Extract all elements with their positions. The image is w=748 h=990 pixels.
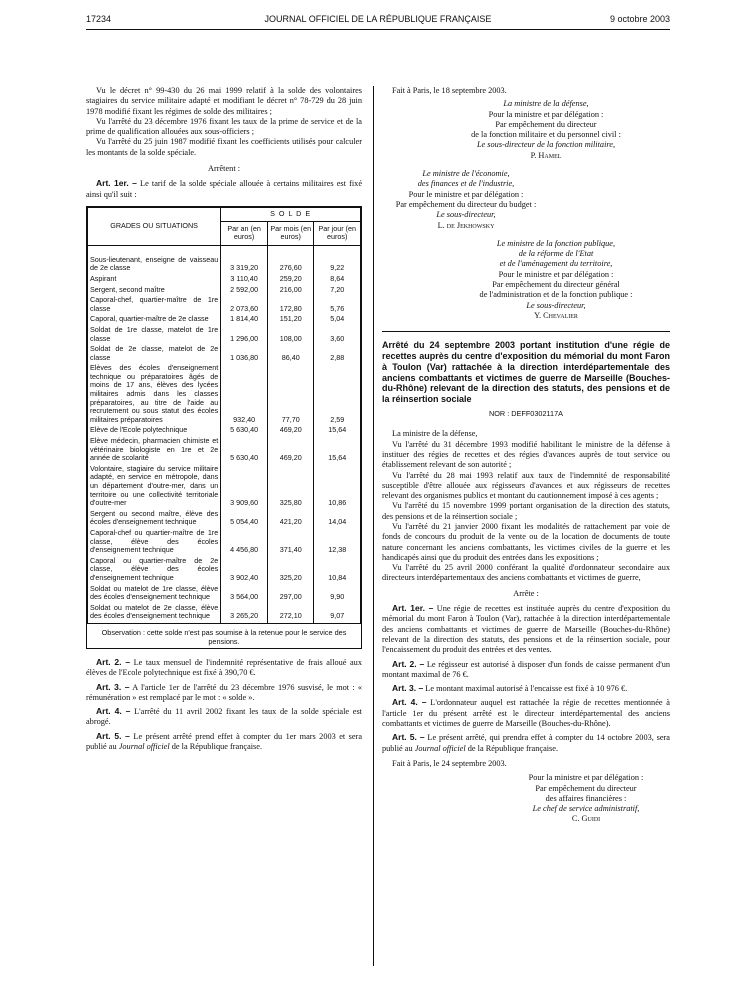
article-1: Art. 1er. – Le tarif de la solde spéciale allouée à certains militaires est fixé ainsi qu'il suit : xyxy=(86,178,363,199)
year-cell: 4 456,80 xyxy=(221,529,268,557)
day-cell: 7,20 xyxy=(314,286,361,297)
article-2: Art. 2. – Le taux mensuel de l'indemnité représentative de frais alloué aux élèves de l'Ecole polytechnique est fixé à 390,70 €. xyxy=(86,656,362,678)
month-cell: 216,00 xyxy=(267,286,314,297)
month-cell: 259,20 xyxy=(267,275,314,286)
month-cell: 469,20 xyxy=(267,426,314,437)
table-row xyxy=(88,557,361,585)
decree-title: Arrêté du 24 septembre 2003 portant institution d'une régie de recettes auprès du centre d'exposition du mémorial du mont Faron à Toulon (Var) rattachée à la direction interdépartementale des anciens combattants et victimes de guerre de Marseille (Bouches-du-Rhône) relevant de la direction des statuts, des pensions et de la réinsertion sociale xyxy=(382,340,670,405)
grade-cell: Caporal, quartier-maître de 2e classe xyxy=(88,315,221,326)
article-4: Art. 4. – L'arrêté du 11 avril 2002 fixant les taux de la solde spéciale est abrogé. xyxy=(86,706,362,727)
table-row xyxy=(88,345,361,364)
table-observation: Observation : cette solde n'est pas soumise à la retenue pour le service des pensions. xyxy=(87,623,361,648)
grade-cell: Soldat de 2e classe, matelot de 2e classe xyxy=(88,345,221,364)
year-cell: 3 564,00 xyxy=(221,585,268,604)
issue-date: 9 octobre 2003 xyxy=(609,14,670,24)
arrete-heading: Arrêtent : xyxy=(207,164,241,174)
visa-paragraph: Vu l'arrêté du 21 janvier 2000 fixant les modalités de rattachement par voie de fonds de concours du produit de la vente ou de la location de documents de toute nature concernant les anciens combattants, les victimes civiles de la guerre et les handicapés ainsi que du produit des entrées dans les expositions ; xyxy=(382,521,670,562)
month-cell: 469,20 xyxy=(267,437,314,465)
year-cell: 2 592,00 xyxy=(221,286,268,297)
year-cell: 5 630,40 xyxy=(221,437,268,465)
signature-block-defense: La ministre de la défense, Pour la ministre et par délégation : Par empêchement du directeur de la fonction militaire et du personnel civil : Le sous-directeur de la fonction militaire, P. Hamel xyxy=(471,99,621,160)
col-header-grade: GRADES OU SITUATIONS xyxy=(88,207,221,245)
day-cell: 8,64 xyxy=(314,275,361,286)
year-cell: 5 054,40 xyxy=(221,510,268,529)
left-column xyxy=(86,86,362,752)
table-row xyxy=(88,529,361,557)
grade-cell: Caporal ou quartier-maître de 2e classe, élève des écoles d'enseignement technique xyxy=(88,557,221,585)
signature-date: Fait à Paris, le 18 septembre 2003. xyxy=(392,86,507,95)
month-cell: 172,80 xyxy=(267,296,314,315)
solde-table-body xyxy=(88,245,361,623)
month-cell: 371,40 xyxy=(267,529,314,557)
table-row xyxy=(88,245,361,275)
section-separator xyxy=(382,331,670,332)
grade-cell: Soldat de 1re classe, matelot de 1re classe xyxy=(88,326,221,345)
day-cell: 9,22 xyxy=(314,245,361,275)
year-cell: 1 036,80 xyxy=(221,345,268,364)
grade-cell: Sergent ou second maître, élève des écoles d'enseignement technique xyxy=(88,510,221,529)
month-cell: 272,10 xyxy=(267,604,314,623)
year-cell: 1 814,40 xyxy=(221,315,268,326)
article-2: Art. 2. – Le régisseur est autorisé à disposer d'un fonds de caisse permanent d'un montant maximal de 76 €. xyxy=(382,658,670,679)
year-cell: 3 319,20 xyxy=(221,245,268,275)
year-cell: 3 902,40 xyxy=(221,557,268,585)
day-cell: 12,38 xyxy=(314,529,361,557)
month-cell: 108,00 xyxy=(267,326,314,345)
solde-table xyxy=(87,207,361,623)
year-cell: 3 909,60 xyxy=(221,465,268,510)
day-cell: 15,64 xyxy=(314,426,361,437)
col-header-month: Par mois (en euros) xyxy=(267,221,314,245)
month-cell: 297,00 xyxy=(267,585,314,604)
grade-cell: Soldat ou matelot de 2e classe, élève des écoles d'enseignement technique xyxy=(88,604,221,623)
day-cell: 9,90 xyxy=(314,585,361,604)
grade-cell: Caporal-chef ou quartier-maître de 1re classe, élève des écoles d'enseignement technique xyxy=(88,529,221,557)
grade-cell: Caporal-chef, quartier-maître de 1re classe xyxy=(88,296,221,315)
month-cell: 421,20 xyxy=(267,510,314,529)
day-cell: 10,86 xyxy=(314,465,361,510)
column-divider xyxy=(373,86,374,966)
year-cell: 1 296,00 xyxy=(221,326,268,345)
article-3: Art. 3. – A l'article 1er de l'arrêté du 23 décembre 1976 susvisé, le mot : « rémunération » est remplacé par le mot : « solde ». xyxy=(86,681,362,702)
solde-table-frame xyxy=(86,206,362,649)
signature-block-economie: Le ministre de l'économie, des finances et de l'industrie, Pour le ministre et par délégation : Par empêchement du directeur du budget : Le sous-directeur, L. de Jekhowsky xyxy=(395,169,537,230)
day-cell: 2,88 xyxy=(314,345,361,364)
day-cell: 5,76 xyxy=(314,296,361,315)
col-header-solde: S O L D E xyxy=(221,207,361,221)
visa-paragraph: Vu l'arrêté du 28 mai 1993 relatif aux taux de l'indemnité de responsabilité susceptible d'être allouée aux régisseurs d'avances et aux régisseurs de recettes relevant des organismes publics et montant du cautionnement imposé à ces agents ; xyxy=(382,470,670,501)
day-cell: 9,07 xyxy=(314,604,361,623)
year-cell: 932,40 xyxy=(221,364,268,426)
table-row xyxy=(88,437,361,465)
article-5: Art. 5. – Le présent arrêté prend effet à compter du 1er mars 2003 et sera publié au Journal officiel de la République française. xyxy=(86,730,363,751)
grade-cell: Aspirant xyxy=(88,275,221,286)
signature-block-finances: Pour la ministre et par délégation : Par empêchement du directeur des affaires financières : Le chef de service administratif, C. Guidi xyxy=(528,773,644,824)
month-cell: 86,40 xyxy=(267,345,314,364)
visa-paragraph: Vu l'arrêté du 31 décembre 1993 modifié habilitant le ministre de la défense à instituer des régies de recettes et des régies d'avances auprès de tout service ou établissement relevant de son autorité ; xyxy=(382,439,670,470)
minister-line: La ministre de la défense, xyxy=(392,429,478,439)
journal-title: JOURNAL OFFICIEL DE LA RÉPUBLIQUE FRANÇAISE xyxy=(264,14,492,24)
visa-paragraph: Vu l'arrêté du 15 novembre 1999 portant organisation de la direction des statuts, des pensions et de la réinsertion sociale ; xyxy=(382,501,670,521)
visa-paragraph: Vu l'arrêté du 25 juin 1987 modifié fixant les coefficients utilisés pour calculer les montants de la solde spéciale. xyxy=(86,137,362,157)
visa-paragraph: Vu l'arrêté du 25 avril 2000 conférant la qualité d'ordonnateur secondaire aux directeurs interdépartementaux des anciens combattants et victimes de guerre, xyxy=(382,563,670,583)
signature-block-fonction-publique: Le ministre de la fonction publique, de la réforme de l'Etat et de l'aménagement du territoire, Pour le ministre et par délégation : Par empêchement du directeur général de l'administration et de la fonction publique : Le sous-directeur, Y. Chevalier xyxy=(479,238,633,320)
right-column xyxy=(382,86,670,825)
col-header-day: Par jour (en euros) xyxy=(314,221,361,245)
table-row xyxy=(88,296,361,315)
year-cell: 5 630,40 xyxy=(221,426,268,437)
page-header xyxy=(86,14,670,30)
grade-cell: Sous-lieutenant, enseigne de vaisseau de 2e classe xyxy=(88,245,221,275)
article-3: Art. 3. – Le montant maximal autorisé à l'encaisse est fixé à 10 976 €. xyxy=(392,683,628,694)
table-row xyxy=(88,364,361,426)
article-5: Art. 5. – Le présent arrêté, qui prendra effet à compter du 14 octobre 2003, sera publié au Journal officiel de la République française. xyxy=(382,732,670,753)
page-number: 17234 xyxy=(86,14,112,24)
month-cell: 325,20 xyxy=(267,557,314,585)
grade-cell: Sergent, second maître xyxy=(88,286,221,297)
year-cell: 3 110,40 xyxy=(221,275,268,286)
table-row xyxy=(88,465,361,510)
visa-paragraph: Vu l'arrêté du 23 décembre 1976 fixant les taux de la prime de service et de la prime de qualification allouées aux sous-officiers ; xyxy=(86,116,362,137)
month-cell: 325,80 xyxy=(267,465,314,510)
month-cell: 77,70 xyxy=(267,364,314,426)
day-cell: 15,64 xyxy=(314,437,361,465)
arrete-heading: Arrête : xyxy=(513,588,539,598)
table-row xyxy=(88,585,361,604)
article-1: Art. 1er. – Une régie de recettes est instituée auprès du centre d'exposition du mémorial du mont Faron à Toulon (Var), rattachée à la direction interdépartementale des anciens combattants et victimes de guerre de Marseille (Bouches-du-Rhône) relevant de la direction des statuts, des pensions et de la réinsertion sociale, pour l'encaissement du produit des entrées et des ventes. xyxy=(382,603,670,655)
table-row xyxy=(88,604,361,623)
grade-cell: Soldat ou matelot de 1re classe, élève des écoles d'enseignement technique xyxy=(88,585,221,604)
month-cell: 151,20 xyxy=(267,315,314,326)
table-row xyxy=(88,275,361,286)
signature-date: Fait à Paris, le 24 septembre 2003. xyxy=(392,758,507,768)
article-4: Art. 4. – L'ordonnateur auquel est rattachée la régie de recettes mentionnée à l'article 1er du présent arrêté est le directeur interdépartemental des anciens combattants et victimes de guerre de Marseille (Bouches-du-Rhône). xyxy=(382,697,670,729)
day-cell: 10,84 xyxy=(314,557,361,585)
grade-cell: Elève médecin, pharmacien chimiste et vétérinaire biologiste en 1re et 2e année de scolarité xyxy=(88,437,221,465)
day-cell: 2,59 xyxy=(314,364,361,426)
day-cell: 14,04 xyxy=(314,510,361,529)
header-rule xyxy=(86,29,670,30)
day-cell: 5,04 xyxy=(314,315,361,326)
table-row xyxy=(88,326,361,345)
year-cell: 3 265,20 xyxy=(221,604,268,623)
grade-cell: Elèves des écoles d'enseignement technique ou préparatoires âgés de moins de 17 ans, élèves des lycées militaires admis dans les classes préparatoires, au titre de l'aide au recrutement ou sous statut des écoles militaires préparatoires xyxy=(88,364,221,426)
grade-cell: Volontaire, stagiaire du service militaire adapté, en service en métropole, dans un département d'outre-mer, dans un territoire ou une collectivité territoriale d'outre-mer xyxy=(88,465,221,510)
visa-paragraph: Vu le décret n° 99-430 du 26 mai 1999 relatif à la solde des volontaires stagiaires du service militaire adapté et modifiant le décret n° 78-729 du 28 juin 1978 modifié fixant les régimes de solde des militaires ; xyxy=(86,86,362,116)
month-cell: 276,60 xyxy=(267,245,314,275)
nor-reference: NOR : DEFF0302117A xyxy=(488,409,564,419)
table-row xyxy=(88,510,361,529)
grade-cell: Elève de l'Ecole polytechnique xyxy=(88,426,221,437)
year-cell: 2 073,60 xyxy=(221,296,268,315)
col-header-year: Par an (en euros) xyxy=(221,221,268,245)
day-cell: 3,60 xyxy=(314,326,361,345)
